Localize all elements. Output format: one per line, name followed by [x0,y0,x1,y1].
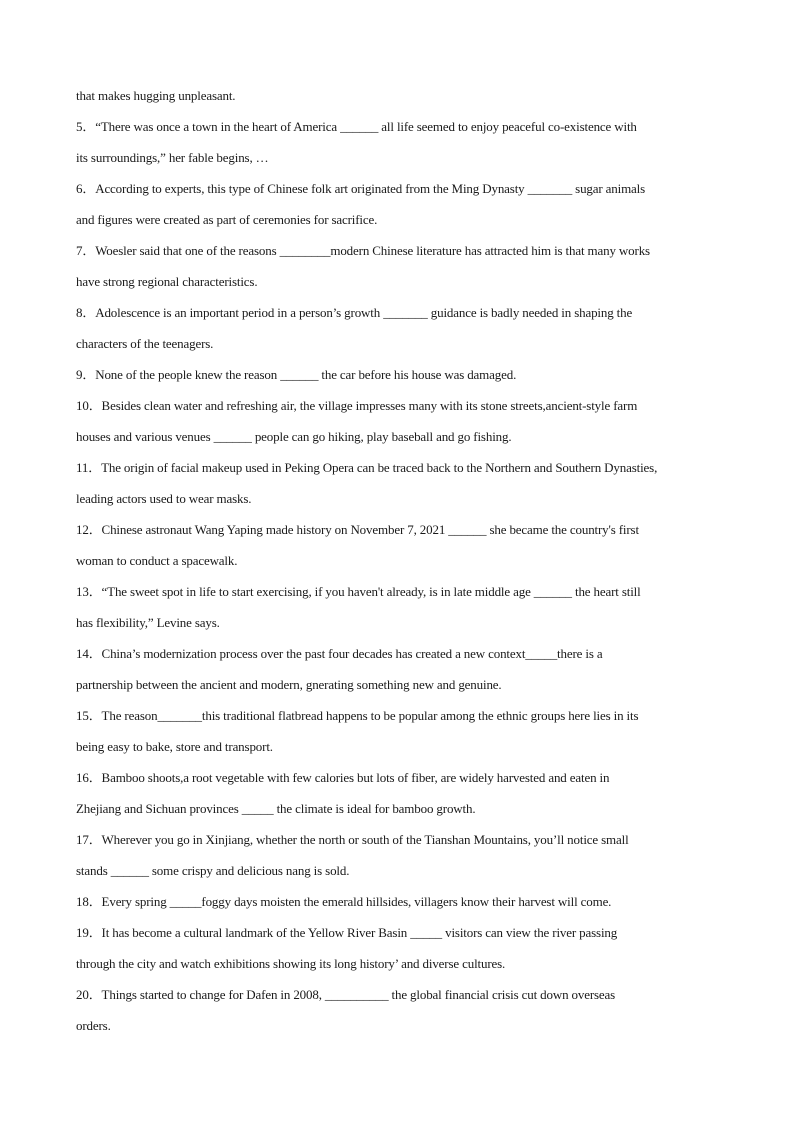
question-10-line-2: houses and various venues ______ people can go hiking, play baseball and go fishing. [76,429,512,444]
question-8-line-1: 8．Adolescence is an important period in a person’s growth _______ guidance is badly needed in shaping the [76,305,633,320]
question-13-line-2: has flexibility,” Levine says. [76,615,220,630]
question-15-line-1: 15．The reason_______this traditional flatbread happens to be popular among the ethnic groups here lies in its [76,708,639,723]
question-19-line-2: through the city and watch exhibitions showing its long history’ and diverse cultures. [76,956,506,971]
question-6-line-1: 6．According to experts, this type of Chinese folk art originated from the Ming Dynasty _______ sugar animals [76,181,646,196]
question-13-line-1: 13．“The sweet spot in life to start exercising, if you haven't already, is in late middle age ______ the heart still [76,584,641,599]
question-20-line-2: orders. [76,1018,111,1033]
question-14-line-1: 14．China’s modernization process over the past four decades has created a new context_____there is a [76,646,603,661]
question-7-line-2: have strong regional characteristics. [76,274,258,289]
question-11-line-1: 11．The origin of facial makeup used in Peking Opera can be traced back to the Northern and Southern Dynasties, [76,460,658,475]
question-5-line-2: its surroundings,” her fable begins, … [76,150,269,165]
question-11-line-2: leading actors used to wear masks. [76,491,252,506]
question-17-line-1: 17．Wherever you go in Xinjiang, whether the north or south of the Tianshan Mountains, you’ll notice small [76,832,629,847]
text-line: that makes hugging unpleasant. [76,88,236,103]
question-5-line-1: 5．“There was once a town in the heart of America ______ all life seemed to enjoy peaceful co-existence with [76,119,637,134]
question-7-line-1: 7．Woesler said that one of the reasons ________modern Chinese literature has attracted him is that many works [76,243,650,258]
question-16-line-2: Zhejiang and Sichuan provinces _____ the climate is ideal for bamboo growth. [76,801,476,816]
question-18-line-1: 18．Every spring _____foggy days moisten the emerald hillsides, villagers know their harvest will come. [76,894,612,909]
question-6-line-2: and figures were created as part of ceremonies for sacrifice. [76,212,378,227]
question-16-line-1: 16．Bamboo shoots,a root vegetable with few calories but lots of fiber, are widely harvested and eaten in [76,770,610,785]
question-10-line-1: 10．Besides clean water and refreshing air, the village impresses many with its stone streets,ancient-style farm [76,398,638,413]
question-9-line-1: 9．None of the people knew the reason ______ the car before his house was damaged. [76,367,517,382]
question-14-line-2: partnership between the ancient and modern, gnerating something new and genuine. [76,677,502,692]
question-12-line-2: woman to conduct a spacewalk. [76,553,238,568]
question-15-line-2: being easy to bake, store and transport. [76,739,273,754]
question-17-line-2: stands ______ some crispy and delicious nang is sold. [76,863,350,878]
question-12-line-1: 12．Chinese astronaut Wang Yaping made history on November 7, 2021 ______ she became the country's first [76,522,639,537]
question-20-line-1: 20．Things started to change for Dafen in 2008, __________ the global financial crisis cut down overseas [76,987,616,1002]
question-19-line-1: 19．It has become a cultural landmark of the Yellow River Basin _____ visitors can view the river passing [76,925,618,940]
question-8-line-2: characters of the teenagers. [76,336,214,351]
